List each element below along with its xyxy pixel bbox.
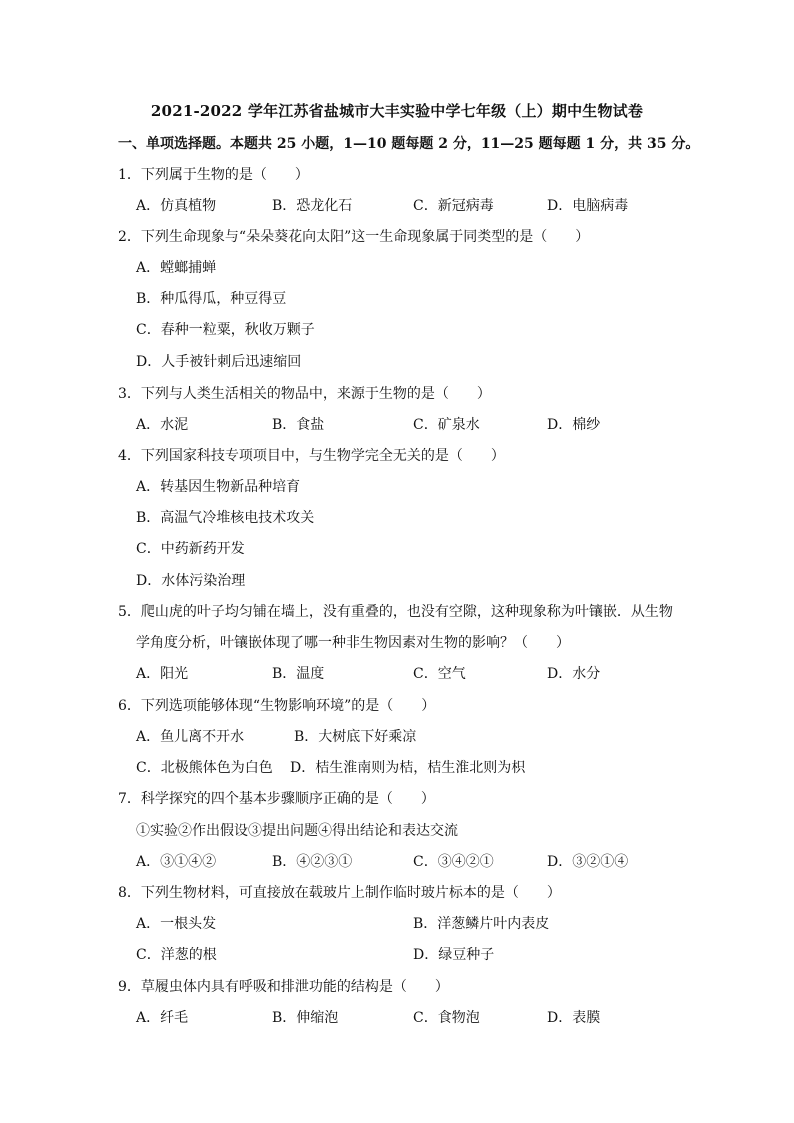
question-8-stem: 8．下列生物材料，可直接放在载玻片上制作临时玻片标本的是（ ） bbox=[118, 885, 561, 901]
q1-option-c: C．新冠病毒 bbox=[413, 198, 494, 214]
q6-option-c: C．北极熊体色为白色 bbox=[136, 760, 273, 776]
q4-option-a: A．转基因生物新品种培育 bbox=[136, 479, 301, 495]
question-7-stem: 7．科学探究的四个基本步骤顺序正确的是（ ） bbox=[118, 791, 435, 807]
q2-option-b: B．种瓜得瓜，种豆得豆 bbox=[136, 291, 287, 307]
q5-option-c: C．空气 bbox=[413, 666, 466, 682]
q7-option-d: D．③②①④ bbox=[547, 854, 629, 870]
q3-option-d: D．棉纱 bbox=[547, 417, 601, 433]
q2-option-c: C．春种一粒粟，秋收万颗子 bbox=[136, 322, 315, 338]
page-title: 2021-2022 学年江苏省盐城市大丰实验中学七年级（上）期中生物试卷 bbox=[150, 102, 644, 120]
q5-option-b: B．温度 bbox=[272, 666, 325, 682]
q8-option-b: B．洋葱鳞片叶内表皮 bbox=[413, 916, 550, 932]
q1-option-d: D．电脑病毒 bbox=[547, 198, 629, 214]
q2-option-a: A．螳螂捕蝉 bbox=[136, 260, 217, 276]
question-1-stem: 1．下列属于生物的是（ ） bbox=[118, 167, 309, 183]
q7-option-c: C．③④②① bbox=[413, 854, 494, 870]
question-3-stem: 3．下列与人类生活相关的物品中，来源于生物的是（ ） bbox=[118, 386, 491, 402]
q4-option-b: B．高温气冷堆核电技术攻关 bbox=[136, 510, 315, 526]
q6-option-b: B．大树底下好乘凉 bbox=[294, 729, 417, 745]
q9-option-c: C．食物泡 bbox=[413, 1010, 480, 1026]
q1-option-a: A．仿真植物 bbox=[136, 198, 217, 214]
q7-option-a: A．③①④② bbox=[136, 854, 217, 870]
section-heading: 一、单项选择题。本题共 25 小题，1—10 题每题 2 分，11—25 题每题 1 分，共 35 分。 bbox=[118, 136, 700, 152]
q3-option-b: B．食盐 bbox=[272, 417, 325, 433]
question-5-stem-line2: 学角度分析，叶镶嵌体现了哪一种非生物因素对生物的影响？（ ） bbox=[136, 635, 570, 651]
q8-option-c: C．洋葱的根 bbox=[136, 947, 217, 963]
q9-option-a: A．纤毛 bbox=[136, 1010, 189, 1026]
q3-option-a: A．水泥 bbox=[136, 417, 189, 433]
question-4-stem: 4．下列国家科技专项项目中，与生物学完全无关的是（ ） bbox=[118, 448, 505, 464]
q1-option-b: B．恐龙化石 bbox=[272, 198, 353, 214]
q4-option-d: D．水体污染治理 bbox=[136, 573, 246, 589]
q3-option-c: C．矿泉水 bbox=[413, 417, 480, 433]
question-5-stem-line1: 5．爬山虎的叶子均匀铺在墙上，没有重叠的，也没有空隙，这种现象称为叶镶嵌．从生物 bbox=[118, 604, 673, 620]
question-2-stem: 2．下列生命现象与“朵朵葵花向太阳”这一生命现象属于同类型的是（ ） bbox=[118, 229, 590, 245]
question-9-stem: 9．草履虫体内具有呼吸和排泄功能的结构是（ ） bbox=[118, 979, 449, 995]
q8-option-a: A．一根头发 bbox=[136, 916, 217, 932]
q9-option-d: D．表膜 bbox=[547, 1010, 601, 1026]
q5-option-d: D．水分 bbox=[547, 666, 601, 682]
question-7-steps: ①实验②作出假设③提出问题④得出结论和表达交流 bbox=[136, 823, 458, 839]
q6-option-a: A．鱼儿离不开水 bbox=[136, 729, 245, 745]
q7-option-b: B．④②③① bbox=[272, 854, 353, 870]
q8-option-d: D．绿豆种子 bbox=[413, 947, 495, 963]
q2-option-d: D．人手被针刺后迅速缩回 bbox=[136, 354, 302, 370]
q4-option-c: C．中药新药开发 bbox=[136, 541, 245, 557]
q9-option-b: B．伸缩泡 bbox=[272, 1010, 339, 1026]
q5-option-a: A．阳光 bbox=[136, 666, 189, 682]
question-6-stem: 6．下列选项能够体现“生物影响环境”的是（ ） bbox=[118, 698, 436, 714]
q6-option-d: D．桔生淮南则为桔，桔生淮北则为枳 bbox=[290, 760, 526, 776]
